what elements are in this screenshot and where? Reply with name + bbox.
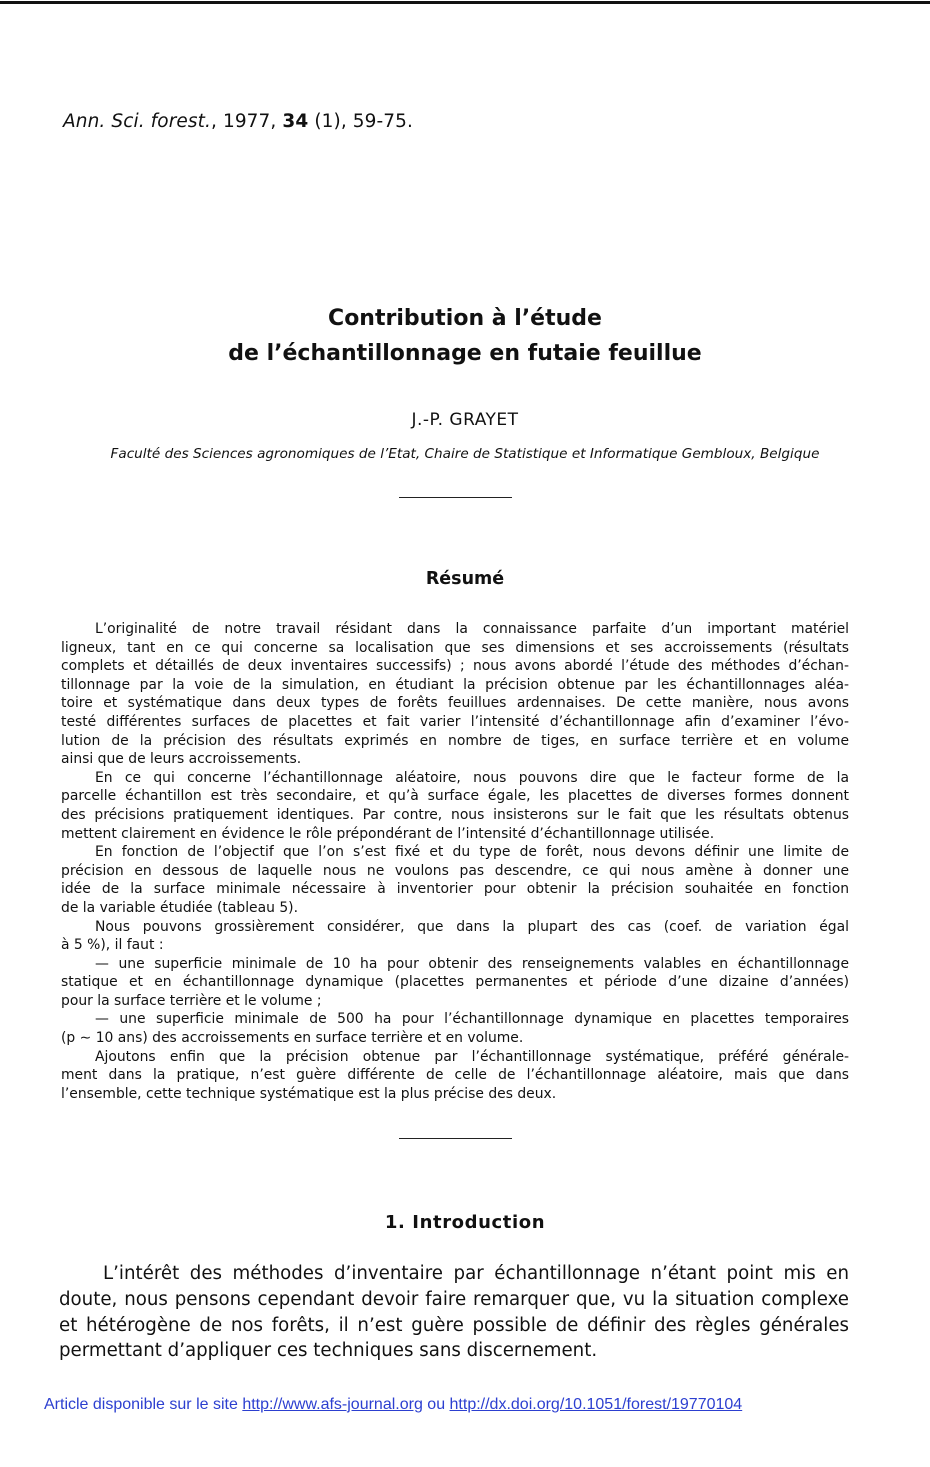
footer-prefix: Article disponible sur le site [44, 1396, 243, 1413]
separator-rule [399, 1138, 512, 1139]
footer-availability [44, 1396, 742, 1414]
title-line-1: Contribution à l’étude [328, 306, 602, 331]
journal-name: Ann. Sci. forest. [63, 111, 211, 132]
footer-middle: ou [422, 1396, 450, 1413]
intro-line: permettant d’appliquer ces techniques sans discernement. [59, 1340, 598, 1362]
resume-line: En ce qui concerne l’échantillonnage aléatoire, nous pouvons dire que le facteur forme de la [95, 769, 849, 786]
resume-line: — une superficie minimale de 500 ha pour l’échantillonnage dynamique en placettes temporaires [95, 1011, 849, 1028]
resume-line: ligneux, tant en ce qui concerne sa localisation que ses dimensions et ses accroissements (résultats [61, 639, 849, 656]
resume-body [61, 620, 849, 1103]
doi-link[interactable]: http://dx.doi.org/10.1051/forest/19770104 [449, 1396, 743, 1413]
resume-line: de la variable étudiée (tableau 5). [61, 899, 299, 916]
citation-volume: 34 [282, 111, 309, 132]
resume-line: des précisions pratiquement identiques. Par contre, nous insisterons sur le fait que les résultats obtenus [61, 806, 849, 823]
citation-year: , 1977, [210, 111, 283, 132]
resume-line: testé différentes surfaces de placettes et fait varier l’intensité d’échantillonnage afin d’examiner l’évo- [61, 713, 849, 730]
resume-line: complets et détaillés de deux inventaires successifs) ; nous avons abordé l’étude des méthodes d’échan- [61, 658, 849, 675]
section-heading-introduction: 1. Introduction [384, 1212, 546, 1233]
resume-line: L’originalité de notre travail résidant dans la connaissance parfaite d’un important matériel [95, 621, 849, 637]
resume-line: ainsi que de leurs accroissements. [61, 751, 302, 768]
resume-line: toire et systématique dans deux types de forêts feuillues ardennaises. De cette manière, nous avons [61, 695, 849, 712]
resume-line: Ajoutons enfin que la précision obtenue par l’échantillonnage systématique, préféré générale- [95, 1048, 849, 1065]
resume-line: l’ensemble, cette technique systématique est la plus précise des deux. [61, 1085, 557, 1102]
resume-line: parcelle échantillon est très secondaire, et qu’à surface égale, les placettes de diverses formes donnent [61, 788, 849, 805]
journal-site-link[interactable]: http://www.afs-journal.org [242, 1396, 423, 1413]
citation-issue-pages: (1), 59-75. [308, 111, 414, 132]
resume-line: (p ∼ 10 ans) des accroissements en surface terrière et en volume. [61, 1030, 524, 1047]
intro-line: L’intérêt des méthodes d’inventaire par échantillonnage n’étant point mis en [103, 1263, 849, 1284]
resume-line: ment dans la pratique, n’est guère différente de celle de l’échantillonnage aléatoire, mais que dans [61, 1067, 849, 1084]
resume-line: En fonction de l’objectif que l’on s’est fixé et du type de forêt, nous devons définir une limite de [95, 844, 849, 861]
resume-line: — une superficie minimale de 10 ha pour obtenir des renseignements valables en échantillonnage [95, 955, 849, 972]
introduction-body [59, 1261, 849, 1364]
citation [63, 111, 413, 132]
resume-line: statique et en échantillonnage dynamique (placettes permanentes et période d’une dizaine d’années) [61, 974, 849, 991]
resume-line: pour la surface terrière et le volume ; [61, 992, 322, 1009]
intro-line: doute, nous pensons cependant devoir faire remarquer que, vu la situation complexe [59, 1288, 849, 1310]
resume-line: Nous pouvons grossièrement considérer, que dans la plupart des cas (coef. de variation égal [95, 918, 849, 935]
separator-rule [399, 497, 512, 498]
intro-line: et hétérogène de nos forêts, il n’est guère possible de définir des règles générales [59, 1314, 849, 1336]
resume-line: mettent clairement en évidence le rôle prépondérant de l’intensité d’échantillonnage utilisée. [61, 825, 715, 842]
resume-line: tillonnage par la voie de la simulation, en étudiant la précision obtenue par les échantillonnages aléa- [61, 676, 849, 693]
resume-line: lution de la précision des résultats exprimés en nombre de tiges, en surface terrière et en volume [61, 732, 849, 749]
resume-heading: Résumé [425, 569, 505, 589]
top-rule [0, 1, 930, 4]
affiliation: Faculté des Sciences agronomiques de l’Etat, Chaire de Statistique et Informatique Gembloux, Belgique [110, 446, 820, 462]
resume-line: précision en dessous de laquelle nous ne voulons pas descendre, ce qui nous amène à donner une [61, 862, 849, 879]
title-line-2: de l’échantillonnage en futaie feuillue [228, 341, 702, 366]
resume-line: idée de la surface minimale nécessaire à inventorier pour obtenir la précision souhaitée en fonction [61, 881, 849, 898]
author: J.-P. GRAYET [411, 410, 519, 430]
resume-line: à 5 %), il faut : [61, 937, 164, 954]
